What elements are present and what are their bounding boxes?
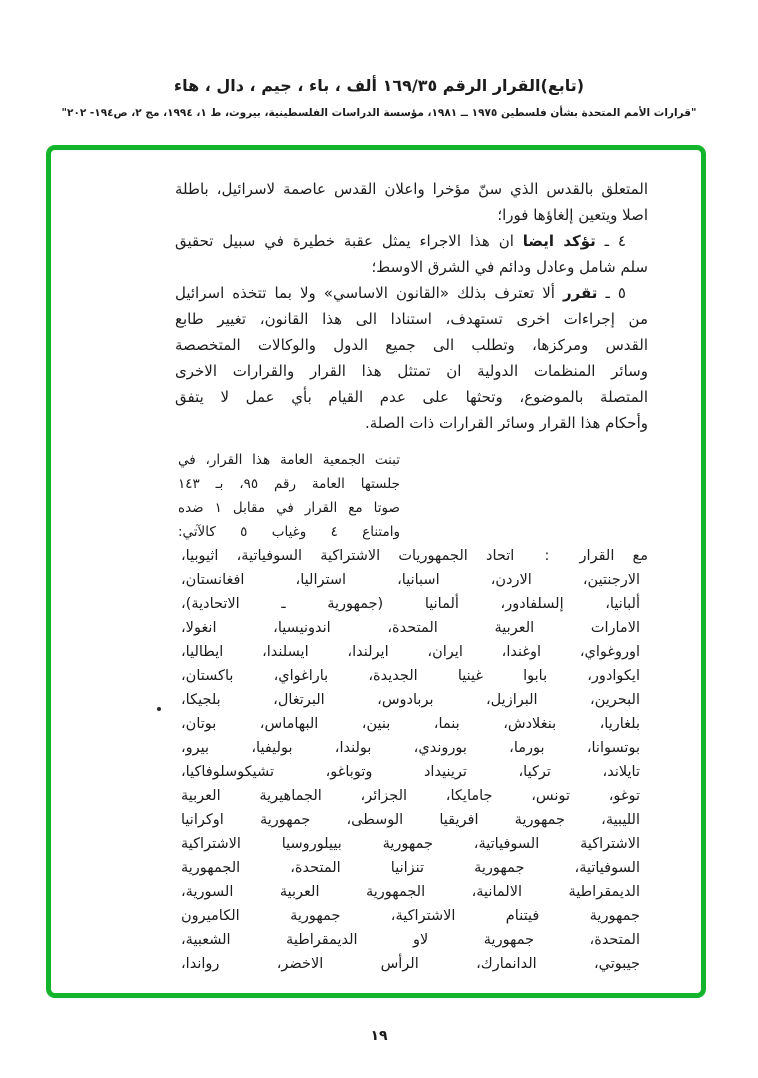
source-citation: "قرارات الأمم المتحدة بشأن فلسطين ١٩٧٥ ــ ١٩٨١، مؤسسة الدراسات الفلسطينية، بيروت، ط ١، ١٩٩٤، مج ٢، ص١٩٤- ٢٠٢" — [61, 107, 697, 119]
clause-keyword: تقرر — [562, 284, 598, 302]
vote-with-first-line — [181, 544, 648, 568]
clause-keyword: تؤكد ايضا — [522, 232, 596, 250]
country-line: المتحدة، جمهورية لاو الديمقراطية الشعبية، — [181, 932, 640, 948]
country-line: ايكوادور، بابوا غينيا الجديدة، باراغواي، باكستان، — [181, 668, 640, 684]
country-line: الاشتراكية السوفياتية، جمهورية بييلوروسيا الاشتراكية — [181, 836, 640, 852]
text-line: القدس ومركزها، وتطلب الى جميع الدول والوكالات المتخصصة — [175, 336, 648, 354]
resolution-title: (تابع)القرار الرقم ١٦٩/٣٥ ألف ، باء ، جيم ، دال ، هاء — [173, 76, 585, 95]
clause-number: ٤ ـ — [604, 232, 626, 250]
text-line: المتعلق بالقدس الذي سنّ مؤخرا واعلان القدس عاصمة لاسرائيل، باطلة — [175, 180, 648, 198]
country-line: ألبانيا، إلسلفادور، ألمانيا (جمهورية ـ الاتحادية)، — [181, 596, 640, 612]
text-line: اصلا ويتعين إلغاؤها فورا؛ — [497, 206, 648, 224]
country-line: جمهورية فيتنام الاشتراكية، جمهورية الكاميرون — [181, 908, 640, 924]
country-line: السوفياتية، جمهورية تنزانيا المتحدة، الجمهورية — [181, 860, 640, 876]
text-line: تبنت الجمعية العامة هذا القرار، في — [178, 452, 400, 468]
resolution-text-block — [51, 150, 701, 976]
country-line: توغو، تونس، جامايكا، الجزائر، الجماهيرية العربية — [181, 788, 640, 804]
text-line: وسائر المنظمات الدولية ان تمتثل هذا القرار والقرارات الاخرى — [175, 362, 648, 380]
country-line: البحرين، البرازيل، بربادوس، البرتغال، بلجيكا، — [181, 692, 640, 708]
clause-5-line — [175, 280, 648, 306]
page-number: ١٩ — [370, 1028, 388, 1044]
text-line: المتصلة بالموضوع، وتحثها على عدم القيام بأي عمل لا يتفق — [175, 388, 648, 406]
text-line: سلم شامل وعادل ودائم في الشرق الاوسط؛ — [371, 258, 648, 276]
country-line: الليبية، جمهورية افريقيا الوسطى، جمهورية اوكرانيا — [181, 812, 640, 828]
text-line: وامتناع ٤ وغياب ٥ كالآتي: — [178, 524, 401, 540]
country-line: تايلاند، تركيا، ترينيداد وتوباغو، تشيكوسلوفاكيا، — [181, 764, 640, 780]
vote-with-list — [175, 544, 648, 976]
country-line: الامارات العربية المتحدة، اندونيسيا، انغولا، — [181, 620, 640, 636]
country-line: الديمقراطية الالمانية، الجمهورية العربية السورية، — [181, 884, 640, 900]
clause-text: ان هذا الاجراء يمثل عقبة خطيرة في سبيل تحقيق — [175, 232, 514, 250]
vote-with-label: مع القرار — [579, 548, 649, 564]
clause-number: ٥ ـ — [605, 284, 626, 302]
text-line: صوتا مع القرار في مقابل ١ ضده — [178, 500, 400, 516]
scan-artifact-dot — [157, 707, 161, 711]
colon-separator: : — [544, 548, 550, 564]
clause-4-line — [175, 228, 648, 254]
country-line: اوروغواي، اوغندا، ايران، ايرلندا، ايسلندا، ايطاليا، — [181, 644, 640, 660]
adoption-note — [178, 448, 400, 544]
country-line: بلغاريا، بنغلادش، بنما، بنين، البهاماس، بوتان، — [181, 716, 640, 732]
country-line: جيبوتي، الدانمارك، الرأس الاخضر، رواندا، — [181, 956, 640, 972]
country-names: اتحاد الجمهوريات الاشتراكية السوفياتية، اثيوبيا، — [181, 548, 515, 564]
clause-text: ألا تعترف بذلك «القانون الاساسي» ولا بما تتخذه اسرائيل — [175, 284, 555, 302]
country-line: الارجنتين، الاردن، اسبانيا، استراليا، افغانستان، — [181, 572, 640, 588]
text-line: جلستها العامة رقم ٩٥، بـ ١٤٣ — [178, 476, 400, 492]
country-line: بوتسوانا، بورما، بوروندي، بولندا، بوليفيا، بيرو، — [181, 740, 640, 756]
text-line: من إجراءات اخرى تستهدف، استنادا الى هذا القانون، تغيير طابع — [175, 310, 648, 328]
text-line: وأحكام هذا القرار وسائر القرارات ذات الصلة. — [364, 414, 648, 432]
